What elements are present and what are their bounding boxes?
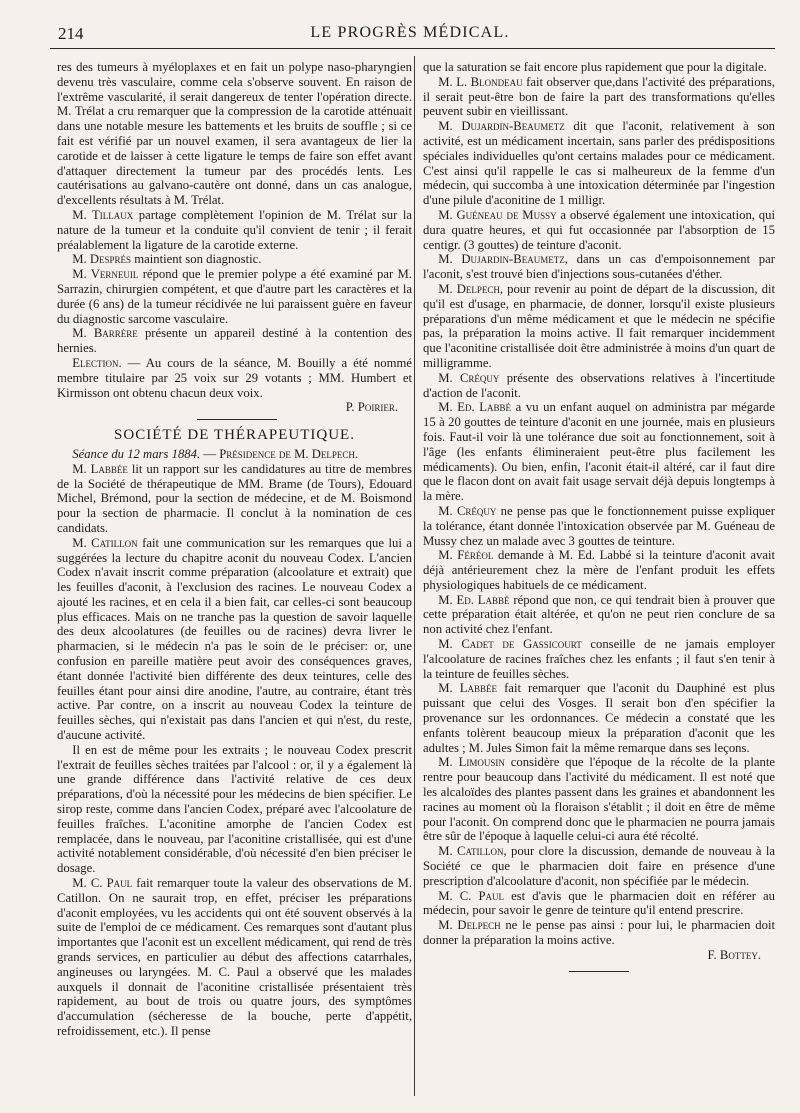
speaker-name: M. Créquy: [438, 370, 500, 385]
paragraph: res des tumeurs à myéloplaxes et en fait un polype naso-pharyngien devenu très vasculaire, comme cela s'observe souvent. En raison de l'extrême vascularité, il serait dangereux de tenter l'opération directe. M. Trélat a cru remarquer que la compression de la carotide atténuait dans une notable mesure les battements et les bruits de souffle ; si ce fait est vérifié par un nouvel examen, il sera avantageux de lier la carotide et de laisser à cette ligature le temps de faire son effet avant d'attaquer directement la tumeur par des procédés lents. Les cautérisations au galvano-cautère ont donné, dans un cas analogue, d'excellents résultats à M. Trélat.: [57, 60, 412, 208]
speaker-name: M. Ed. Labbé: [438, 592, 510, 607]
paragraph-text: conseille de ne jamais employer l'alcoolature de racines fraîches chez les enfants ; il faut s'en tenir à la teinture de feuilles sèches.: [423, 637, 775, 681]
speaker-name: M. C. Paul: [438, 888, 505, 903]
paragraph-text: ne pense pas que le fonctionnement puisse expliquer la tolérance, étant donnée l'intoxication observée par M. Guéneau de Mussy chez un malade avec 3 gouttes de teinture.: [423, 503, 775, 548]
paragraph-text: présente des observations relatives à l'incertitude d'action de l'aconit.: [423, 370, 775, 400]
paragraph-text: a vu un enfant auquel on administra par mégarde 15 à 20 gouttes de teinture d'aconit en une journée, mais en plusieurs fois. Faut-il voir là une tolérance due soit au fonctionnement, soit à l'âge (les enfants élimineraient peut-être plus facilement les médicaments). Ou bien, enfin, l'aconit était-il altéré, car il faut dire que le flacon dont on avait fait usage servait déjà depuis longtemps à la mère.: [423, 400, 775, 504]
paragraph-text: pour revenir au point de départ de la discussion, dit qu'il est d'usage, en pharmacie, de donner, lorsqu'il existe plusieurs préparations d'un même médicament et que le médecin ne spécifie pas, la préparation la moins active. Il fait remarquer incidemment que l'aconitine cristallisée doit être administrée à moins d'un quart de milligramme.: [423, 281, 775, 370]
paragraph: [57, 252, 412, 267]
paragraph-text: fait remarquer toute la valeur des observations de M. Catillon. On ne saurait trop, en effet, préciser les préparations d'aconit employées, vu les accidents qui ont été souvent observés à la suite de l'emploi de ce médicament. Ces remarques sont d'autant plus importantes que l'aconit est un excellent médicament, qui rend de très grands services, en particulier au début des affections catarrhales, angineuses ou laryngées. M. C. Paul a observé que les malades auxquels il donnait de l'aconitine cristallisée présentaient très rapidement, au bout de trois ou quatre jours, des symptômes d'accumulation (sécheresse de la bouche, perte d'appétit, refroidissement, etc.). Il pense: [57, 876, 413, 1038]
paragraph-text: a observé également une intoxication, qui dura quatre heures, et qui fut occasionnée par l'absorption de 15 centigr. (3 gouttes) de teinture d'aconit.: [423, 207, 775, 252]
speaker-name: M. Verneuil: [72, 267, 139, 282]
right-column: [423, 60, 775, 972]
speaker-name: M. Limousin: [438, 755, 505, 770]
signature: P. Poirier.: [345, 400, 398, 415]
seance-date: Séance du 12 mars 1884.: [72, 446, 201, 461]
paragraph-text: dit que l'aconit, relativement à son activité, est un médicament incertain, sans parler des prédispositions spéciales individuelles qu'ont certains malades pour ce médicament. C'est ainsi qu'il rappelle le cas si malheureux de la femme d'un médecin, qui succomba à une intoxication déterminée par l'ingestion d'une pilule d'aconitine de 1 milligr.: [423, 119, 776, 208]
paragraph: [57, 462, 412, 536]
paragraph: [423, 504, 775, 548]
paragraph-text: fait observer que,dans l'activité des préparations, il serait peut-être bon de faire la part des transformations qu'elles peuvent subir en vieillissant.: [423, 74, 775, 119]
paragraph: [57, 326, 412, 356]
paragraph-text: pour clore la discussion, demande de nouveau à la Société ce que le pharmacien doit faire en présence d'une prescription d'alcoolature d'aconit, non spécifiée par le médecin.: [423, 844, 775, 888]
speaker-name: M. Féréol: [438, 548, 494, 563]
speaker-name: M. Labbée: [438, 681, 498, 696]
paragraph: [423, 548, 775, 592]
paragraph-text: est d'avis que le pharmacien doit en référer au médecin, pour savoir le genre de teinture qu'il entend prescrire.: [423, 888, 776, 918]
speaker-name: M. C. Paul: [72, 876, 133, 891]
paragraph-text: lit un rapport sur les candidatures au titre de membres de la Société de thérapeutique de MM. Brame (de Tours), Edouard Michel, Brémond, pour la section de médecine, et de M. Boismond pour la section de pharmacie. Il conclut à la nomination de ces candidats.: [57, 461, 412, 535]
paragraph: [423, 282, 775, 371]
speaker-name: M. L. Blondeau: [438, 74, 523, 89]
paragraph: [423, 593, 775, 637]
paragraph-text: — Au cours de la séance, M. Bouilly a été nommé membre titulaire par 25 voix sur 29 votants ; MM. Humbert et Kirmisson ont obtenu chacun deux voix.: [57, 355, 412, 400]
seance-line: [57, 447, 412, 462]
paragraph: [423, 755, 775, 844]
paragraph-text: demande à M. Ed. Labbé si la teinture d'aconit avait déjà antérieurement chez la mère de l'enfant produit les effets physiologiques habituels de ce médicament.: [423, 548, 775, 592]
paragraph-text: considère que l'époque de la récolte de la plante rentre pour beaucoup dans l'activité du médicament. Il est noté que les alcaloïdes des plantes passent dans les graines et abandonnent les racines au moment où la floraison s'établit ; il doit en être de même pour l'aconit. On comprend donc que le pharmacien ne pourra jamais être sûr de l'époque à laquelle celui-ci aura été récolté.: [423, 755, 775, 844]
paragraph: [423, 918, 775, 948]
seance-presidence: — Présidence de M. Delpech.: [200, 446, 359, 461]
column-divider: [414, 56, 415, 1096]
paragraph: [57, 536, 412, 743]
end-rule: [569, 971, 629, 972]
speaker-name: M. Delpech,: [438, 281, 504, 296]
paragraph: Il en est de même pour les extraits ; le nouveau Codex prescrit l'extrait de feuilles sèches traitées par l'alcool : or, il y a également là une grande différence dans l'activité relative de ces deux préparations, d'où la nécessité pour les médecins de bien spécifier. Le sirop reste, comme dans l'ancien Codex, préparé avec l'alcoolature de feuilles fraîches. L'aconitine amorphe de l'ancien Codex est remplacée, dans le nouveau, par l'aconitine cristallisée, qui est d'une activité notablement considérable, d'où nécessité d'en bien préciser le dosage.: [57, 742, 412, 876]
paragraph-text: fait une communication sur les remarques que lui a suggérées la lecture du chapitre aconit du nouveau Codex. L'ancien Codex n'avait inscrit comme préparation (alcoolature et extrait) que les feuilles d'aconit, à l'exclusion des racines. Le nouveau Codex a ajouté les racines, et en cela il a bien fait, car celles-ci sont beaucoup plus efficaces. Mais on ne tranche pas la question de savoir laquelle des deux alcoolatures (de feuilles ou de racines) devra livrer le pharmacien, si le médecin n'a pas le soin de le préciser: or, une confusion en pareille matière peut avoir des conséquences graves, étant donnée l'activité bien différente des deux teintures, celle des feuilles étant pour ainsi dire anodine, l'autre, au contraire, étant très active. Par contre, on a inscrit au nouveau Codex la teinture de feuilles sèches, qui n'existait pas dans l'ancien et qui n'est, du reste, d'aucune activité.: [57, 535, 412, 743]
speaker-name: M. Després: [72, 252, 132, 267]
speaker-name: M. Tillaux: [72, 207, 134, 222]
speaker-name: M. Barrère: [72, 326, 138, 341]
paragraph: [57, 876, 412, 1039]
paragraph: [423, 889, 775, 919]
paragraph: [423, 371, 775, 401]
speaker-name: M. Créquy: [438, 503, 497, 518]
journal-title: LE PROGRÈS MÉDICAL.: [310, 24, 510, 41]
paragraph-text: partage complètement l'opinion de M. Trélat sur la nature de la tumeur et la conduite qu'il convient de tenir ; il ferait préalablement la ligature de la carotide externe.: [57, 207, 412, 252]
paragraph: [423, 844, 775, 888]
speaker-name: M. Dujardin-Beaumetz,: [438, 252, 568, 267]
speaker-name: M. Delpech: [438, 918, 501, 933]
paragraph: [423, 75, 775, 119]
section-rule: [197, 419, 277, 420]
section-title: SOCIÉTÉ DE THÉRAPEUTIQUE.: [114, 427, 355, 444]
speaker-name: M. Labbée: [72, 461, 128, 476]
paragraph-text: répond que non, ce qui tendrait bien à prouver que cette préparation était altérée, et qu'on ne peut rien conclure de sa non activité chez l'enfant.: [423, 592, 775, 637]
page-header: [50, 22, 770, 44]
paragraph: [423, 400, 775, 504]
paragraph-text: présente un appareil destiné à la contention des hernies.: [57, 326, 413, 356]
page-number: 214: [58, 24, 84, 43]
speaker-name: M. Catillon: [72, 535, 138, 550]
paragraph: [423, 208, 775, 252]
paragraph-text: dans un cas d'empoisonnement par l'aconit, s'est trouvé bien d'injections sous-cutanées d'éther.: [423, 252, 776, 282]
paragraph: [57, 267, 412, 326]
paragraph-text: fait remarquer que l'aconit du Dauphiné est plus puissant que celui des Vosges. Il serait bon d'en spécifier la provenance sur les ordonnances. Ce médecin a constaté que les enfants tolèrent beaucoup mieux la préparation d'aconit que les adultes ; M. Jules Simon fait la même remarque dans ses leçons.: [423, 681, 775, 755]
speaker-name: M. Dujardin-Beaumetz: [438, 119, 565, 134]
speaker-name: M. Ed. Labbé: [438, 400, 512, 415]
paragraph: que la saturation se fait encore plus rapidement que pour la digitale.: [423, 60, 767, 74]
paragraph: [423, 119, 775, 208]
paragraph: [423, 637, 775, 681]
left-column: [57, 60, 412, 1039]
header-rule: [50, 48, 775, 49]
speaker-name: M. Catillon,: [438, 844, 507, 859]
signature: F. Bottey.: [707, 947, 761, 962]
paragraph: [423, 252, 775, 282]
paragraph-text: maintient son diagnostic.: [131, 252, 262, 267]
speaker-name: M. Cadet de Gassicourt: [438, 637, 582, 652]
paragraph-text: répond que le premier polype a été examiné par M. Sarrazin, chirurgien compétent, et que d'autre part les caractères et la durée (6 ans) de la tumeur récidivée ne lui paraissent guère en faveur du diagnostic sarcome vasculaire.: [57, 267, 412, 326]
speaker-name: M. Guéneau de Mussy: [438, 207, 557, 222]
paragraph: [423, 681, 775, 755]
election-label: Election.: [72, 355, 122, 370]
paragraph: [57, 356, 412, 400]
paragraph: [57, 208, 412, 252]
paragraph-text: ne le pense pas ainsi : pour lui, le pharmacien doit donner la préparation la moins active.: [423, 918, 775, 948]
